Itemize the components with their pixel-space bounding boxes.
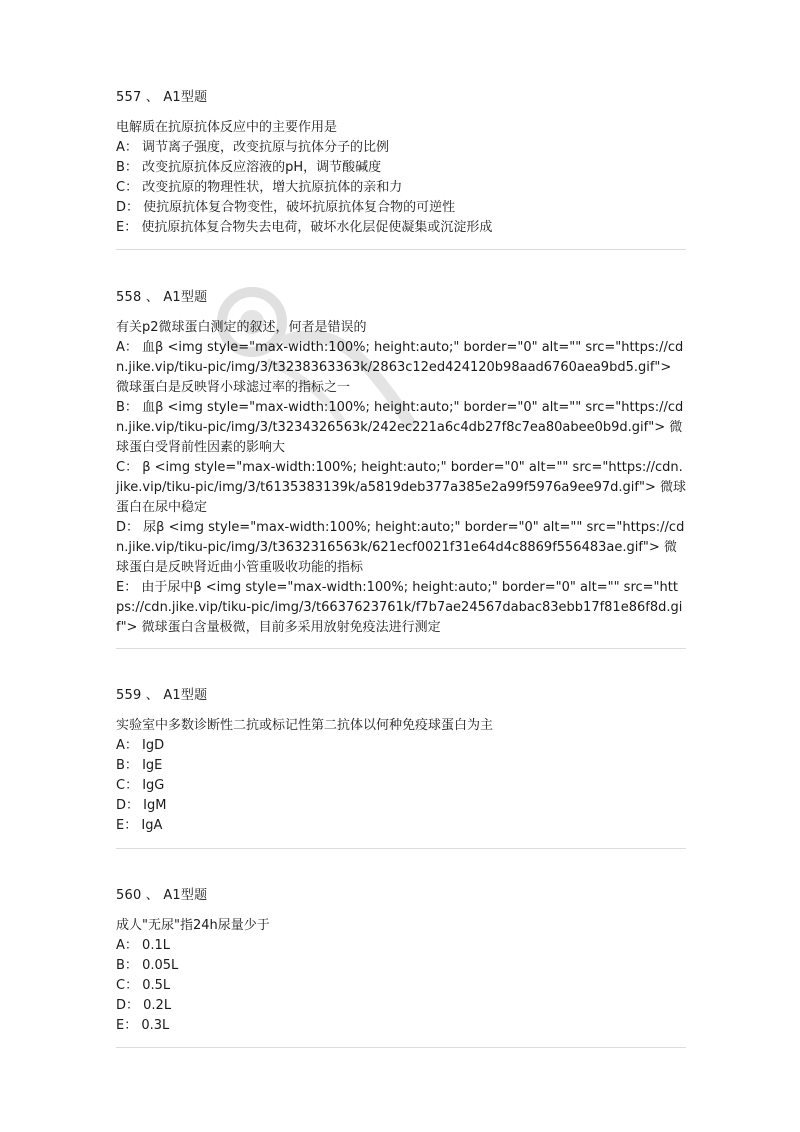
question-separator: 、	[145, 90, 159, 105]
option-d: D： IgM	[116, 798, 167, 813]
question-type: A1型题	[163, 290, 208, 305]
option-b: B： 血β <img style="max-width:100%; height:auto;" border="0" alt="" src="https://cdn.jike.vip/tiku-pic/img/3/t3234326563k/242ec221a6c4db27f8c7ea80abee0b9d.gif"> 微球蛋白受肾前性因素的影响大	[116, 400, 684, 455]
option-e: E： 使抗原抗体复合物失去电荷，破坏水化层促使凝集或沉淀形成	[116, 220, 493, 235]
question-type: A1型题	[163, 888, 208, 903]
option-a: A： IgD	[116, 738, 165, 753]
option-d: D： 尿β <img style="max-width:100%; height:auto;" border="0" alt="" src="https://cdn.jike.vip/tiku-pic/img/3/t3632316563k/621ecf0021f31e64d4c8869f556483ae.gif"> 微球蛋白是反映肾近曲小管重吸收功能的指标	[116, 520, 685, 575]
question-type: A1型题	[163, 90, 208, 105]
option-c: C： 改变抗原的物理性状，增大抗原抗体的亲和力	[116, 180, 403, 195]
question-stem: 电解质在抗原抗体反应中的主要作用是	[116, 120, 338, 135]
question-type: A1型题	[163, 688, 208, 703]
question-header	[116, 88, 686, 108]
question-560	[116, 886, 686, 1036]
option-d: D： 0.2L	[116, 998, 172, 1013]
question-558	[116, 288, 686, 638]
option-a: A： 0.1L	[116, 938, 170, 953]
question-559	[116, 686, 686, 836]
question-divider	[116, 249, 686, 250]
option-b: B： IgE	[116, 758, 163, 773]
option-e: E： 由于尿中β <img style="max-width:100%; height:auto;" border="0" alt="" src="https://cdn.jike.vip/tiku-pic/img/3/t6637623761k/f7b7ae24567dabac83ebb17f81e86f8d.gif"> 微球蛋白含量极微，目前多采用放射免疫法进行测定	[116, 580, 683, 635]
question-number: 558	[116, 290, 142, 305]
question-divider	[116, 848, 686, 849]
question-stem: 实验室中多数诊断性二抗或标记性第二抗体以何种免疫球蛋白为主	[116, 718, 494, 733]
question-header	[116, 288, 686, 308]
option-c: C： 0.5L	[116, 978, 171, 993]
question-stem: 有关p2微球蛋白测定的叙述，何者是错误的	[116, 320, 367, 335]
question-header	[116, 886, 686, 906]
option-b: B： 改变抗原抗体反应溶液的pH，调节酸碱度	[116, 160, 382, 175]
question-stem: 成人"无尿"指24h尿量少于	[116, 918, 270, 933]
question-separator: 、	[145, 688, 159, 703]
option-e: E： IgA	[116, 818, 163, 833]
option-c: C： β <img style="max-width:100%; height:auto;" border="0" alt="" src="https://cdn.jike.vip/tiku-pic/img/3/t6135383139k/a5819deb377a385e2a99f5976a9ee97d.gif"> 微球蛋白在尿中稳定	[116, 460, 686, 515]
option-e: E： 0.3L	[116, 1018, 170, 1033]
option-a: A： 调节离子强度，改变抗原与抗体分子的比例	[116, 140, 390, 155]
question-number: 559	[116, 688, 142, 703]
question-divider	[116, 1047, 686, 1048]
question-number: 560	[116, 888, 142, 903]
question-header	[116, 686, 686, 706]
question-separator: 、	[145, 888, 159, 903]
option-d: D： 使抗原抗体复合物变性，破坏抗原抗体复合物的可逆性	[116, 200, 456, 215]
question-number: 557	[116, 90, 142, 105]
question-separator: 、	[145, 290, 159, 305]
option-b: B： 0.05L	[116, 958, 179, 973]
question-divider	[116, 648, 686, 649]
option-c: C： IgG	[116, 778, 165, 793]
question-557	[116, 88, 686, 238]
option-a: A： 血β <img style="max-width:100%; height:auto;" border="0" alt="" src="https://cdn.jike.vip/tiku-pic/img/3/t3238363363k/2863c12ed424120b98aad6760aea9bd5.gif"> 微球蛋白是反映肾小球滤过率的指标之一	[116, 340, 684, 395]
